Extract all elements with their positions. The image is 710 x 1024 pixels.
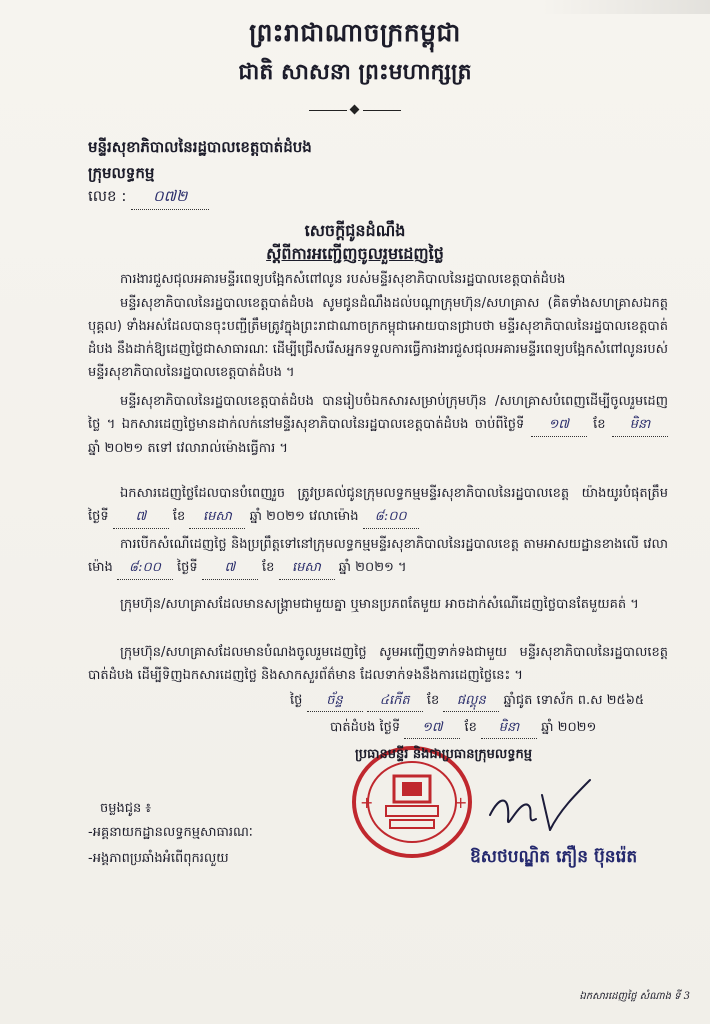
date-month-label: ខែ: [464, 720, 477, 735]
solar-date-line: [330, 719, 670, 739]
p4-text: ឯកសារដេញថ្លៃដែលបានបំពេញរួច ត្រូវប្រគល់ជូនក្រុមលទ្ធកម្មមន្ទីរសុខាភិបាលនៃរដ្ឋបាលខេត្ត យ៉ាងយូរបំផុតត្រឹមថ្ងៃទី: [88, 486, 668, 524]
p4-day: ៧: [113, 505, 169, 529]
svg-text:+: +: [360, 793, 374, 812]
p3-text-end: ឆ្នាំ ២០២១ តទៅ វេលារាល់ម៉ោងធ្វើការ ។: [88, 441, 288, 456]
lunar-phase: ៤កើត: [367, 692, 423, 712]
paragraph-announcement-text: មន្ទីរសុខាភិបាលនៃរដ្ឋបាលខេត្តបាត់ដំបង សូមជូនដំណឹងដល់បណ្តាក្រុមហ៊ុន/សហគ្រាស (គិតទាំងសហគ្រាសឯកត្តបុគ្គល) ទាំងអស់ដែលបានចុះបញ្ជីត្រឹមត្រូវក្នុងព្រះរាជាណាចក្រកម្ពុជាអោយបានជ្រាបថា មន្ទីរសុខាភិបាលនៃរដ្ឋបាលខេត្តបាត់ដំបង នឹងដាក់ឱ្យដេញថ្លៃជាសាធារណៈ ដើម្បីជ្រើសរើសអ្នកទទួលការធ្វើការងារជួសជុលអគារមន្ទីរពេទ្យបង្អែកសំពៅលូនរបស់មន្ទីរសុខាភិបាលនៃរដ្ឋបាលខេត្តបាត់ដំបង ។: [88, 296, 668, 380]
page-fold-shadow: [540, 0, 710, 14]
notice-title: សេចក្តីជូនដំណឹង: [304, 221, 406, 240]
lunar-day-label: ថ្ងៃ: [290, 693, 303, 708]
copy-to-item: -អង្គភាពប្រឆាំងអំពើពុករលួយ: [88, 851, 229, 866]
date-month: មិនា: [481, 719, 537, 739]
p3-day: ១៧: [531, 413, 587, 437]
lunar-day: ច័ន្ទ: [307, 692, 363, 712]
lunar-month: ផល្គុន: [443, 692, 499, 712]
paragraph-intro: [88, 268, 668, 291]
paragraph-opening: [88, 533, 668, 580]
copy-to-heading: ចម្លងជូន ៖: [100, 801, 152, 816]
p5-text: ការបើកសំណើដេញថ្លៃ និងប្រព្រឹត្តទៅនៅក្រុមលទ្ធកម្មមន្ទីរសុខាភិបាលនៃរដ្ឋបាលខេត្ត តាមអាសយដ្ឋានខាងលើ វេលាម៉ោង: [88, 537, 668, 575]
date-year: ឆ្នាំ ២០២១: [541, 720, 597, 735]
motto-heading: ជាតិ សាសនា ព្រះមហាក្សត្រ: [238, 60, 472, 85]
p4-year: ឆ្នាំ ២០២១ វេលាម៉ោង: [249, 509, 359, 524]
p4-month: មេសា: [189, 505, 245, 529]
p4-time: ៨:០០: [363, 505, 419, 529]
paragraph-announcement: [88, 292, 668, 384]
p5-month: មេសា: [279, 556, 335, 580]
paragraph-deadline: [88, 482, 668, 529]
copy-to-item: -អគ្គនាយកដ្ឋានលទ្ធកម្មសាធារណៈ: [88, 825, 253, 840]
p7-text: ក្រុមហ៊ុន/សហគ្រាសដែលមានបំណងចូលរួមដេញថ្លៃ សូមអញ្ជើញទាក់ទងជាមួយ មន្ទីរសុខាភិបាលនៃរដ្ឋបាលខេត្តបាត់ដំបង ដើម្បីទិញឯកសារដេញថ្លៃ និងសាកសួរព័ត៌មាន ដែលទាក់ទងនឹងការដេញថ្លៃនេះ ។: [88, 645, 668, 683]
p4-month-label: ខែ: [172, 509, 186, 524]
department-name: មន្ទីរសុខាភិបាលនៃរដ្ឋបាលខេត្តបាត់ដំបង: [88, 138, 312, 156]
p5-time: ៨:០០: [117, 556, 173, 580]
p3-month: មិនា: [612, 413, 668, 437]
number-value: ០៧២: [131, 187, 209, 210]
p3-text: មន្ទីរសុខាភិបាលនៃរដ្ឋបាលខេត្តបាត់ដំបង បានរៀបចំឯកសារសម្រាប់ក្រុមហ៊ុន /សហគ្រាសបំពេញដើម្បីចូលរួមដេញថ្លៃ ។ ឯកសារដេញថ្លៃមានដាក់លក់នៅមន្ទីរសុខាភិបាលនៃរដ្ឋបាលខេត្តបាត់ដំបង ចាប់ពីថ្ងៃទី: [88, 394, 668, 432]
number-label: លេខ :: [88, 187, 127, 205]
lunar-date-line: [290, 692, 680, 712]
reference-number: [88, 187, 209, 210]
p5-month-label: ខែ: [261, 560, 275, 575]
paragraph-single-bid: [88, 593, 668, 616]
header-ornament: [309, 105, 401, 115]
signatory-name: ឱសថបណ្ឌិត ភឿន ប៊ុនរ៉េត: [470, 847, 638, 867]
paragraph-documents: [88, 390, 668, 460]
p6-text: ក្រុមហ៊ុន/សហគ្រាសដែលមានសង្គ្រាមជាមួយគ្នា ឬមានប្រភពតែមួយ អាចដាក់សំណើដេញថ្លៃបានតែមួយគត់ ។: [120, 597, 639, 612]
paragraph-intro-text: ការងារជួសជុលអគារមន្ទីរពេទ្យបង្អែកសំពៅលូន របស់មន្ទីរសុខាភិបាលនៃរដ្ឋបាលខេត្តបាត់ដំបង: [120, 272, 566, 287]
p3-month-label: ខែ: [593, 417, 606, 432]
date-place: បាត់ដំបង ថ្ងៃទី: [330, 720, 401, 735]
committee-name: ក្រុមលទ្ធកម្ម: [88, 164, 155, 182]
svg-text:+: +: [454, 793, 468, 812]
notice-subject: ស្តីពីការអញ្ជើញចូលរួមដេញថ្លៃ: [266, 244, 444, 263]
p5-day-label: ថ្ងៃទី: [177, 560, 198, 575]
kingdom-heading: ព្រះរាជាណាចក្រកម្ពុជា: [249, 18, 461, 47]
date-day: ១៧: [404, 719, 460, 739]
lunar-month-label: ខែ: [426, 693, 440, 708]
handwritten-signature: [480, 775, 600, 845]
p5-day: ៧: [202, 556, 258, 580]
page-footer-note: ឯកសារដេញថ្លៃ សំណាង ទី 3: [579, 991, 690, 1002]
signatory-title: ប្រធានមន្ទីរ និងជាប្រធានក្រុមលទ្ធកម្ម: [355, 747, 533, 762]
p5-year: ឆ្នាំ ២០២១ ។: [338, 560, 407, 575]
lunar-year: ឆ្នាំជូត ទោស័ក ព.ស ២៥៦៥: [503, 693, 645, 708]
paragraph-contact: [88, 641, 668, 687]
